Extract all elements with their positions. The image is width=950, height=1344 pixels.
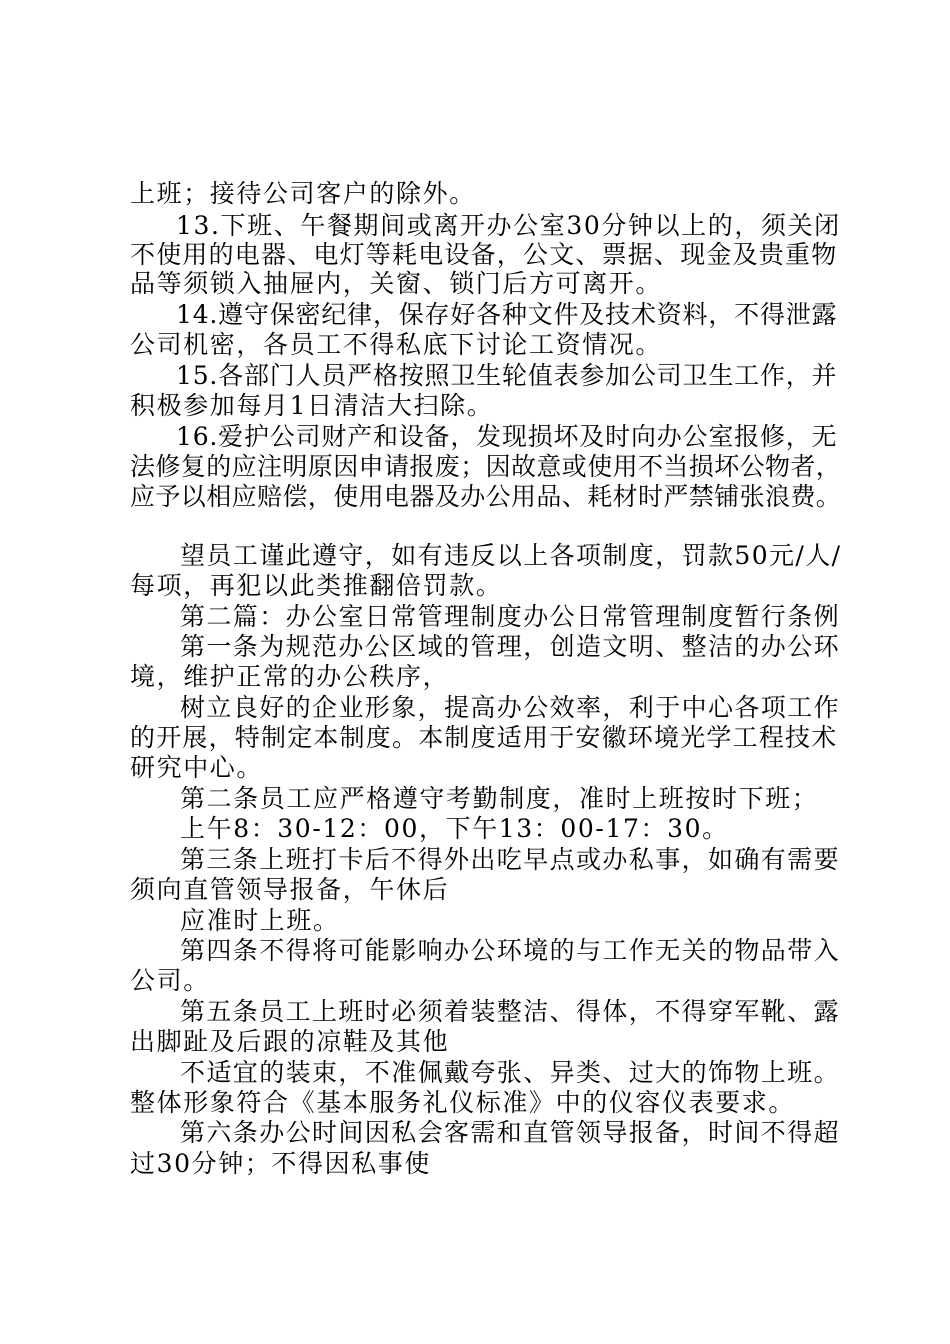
text-line: 整体形象符合《基本服务礼仪标准》中的仪容仪表要求。 (130, 1088, 796, 1117)
text-line: 研究中心。 (130, 753, 264, 782)
text-line: 第六条办公时间因私会客需和直管领导报备，时间不得超 (180, 1118, 841, 1147)
text-line: 15.各部门人员严格按照卫生轮值表参加公司卫生工作，并 (176, 361, 838, 390)
text-line: 第二条员工应严格遵守考勤制度，准时上班按时下班； (180, 784, 819, 813)
text-line: 不使用的电器、电灯等耗电设备，公文、票据、现金及贵重物 (130, 240, 838, 269)
text-line: 望员工谨此遵守，如有违反以上各项制度，罚款50元/人/ (180, 541, 842, 570)
text-line: 上班；接待公司客户的除外。 (130, 179, 476, 208)
text-line: 应予以相应赔偿，使用电器及办公用品、耗材时严禁铺张浪费。 (130, 482, 842, 511)
text-line: 公司。 (130, 966, 210, 995)
text-line: 第一条为规范办公区域的管理，创造文明、整洁的办公环 (180, 632, 841, 661)
text-line: 境，维护正常的办公秩序， (130, 662, 450, 691)
text-line: 公司机密，各员工不得私底下讨论工资情况。 (130, 330, 663, 359)
text-line: 每项，再犯以此类推翻倍罚款。 (130, 571, 503, 600)
text-line: 第五条员工上班时必须着装整洁、得体，不得穿军靴、露 (180, 997, 841, 1026)
text-line: 不适宜的装束，不准佩戴夸张、异类、过大的饰物上班。 (180, 1058, 841, 1087)
text-line: 出脚趾及后跟的凉鞋及其他 (130, 1027, 450, 1056)
text-line: 过30分钟；不得因私事使 (130, 1149, 432, 1178)
text-line: 的开展，特制定本制度。本制度适用于安徽环境光学工程技术 (130, 723, 838, 752)
text-line: 第三条上班打卡后不得外出吃早点或办私事，如确有需要 (180, 845, 841, 874)
text-line: 第四条不得将可能影响办公环境的与工作无关的物品带入 (180, 936, 841, 965)
text-line: 树立良好的企业形象，提高办公效率，利于中心各项工作 (180, 693, 841, 722)
text-line: 14.遵守保密纪律，保存好各种文件及技术资料，不得泄露 (176, 300, 838, 329)
text-line: 须向直管领导报备，午休后 (130, 875, 450, 904)
text-line: 13.下班、午餐期间或离开办公室30分钟以上的，须关闭 (176, 211, 841, 240)
text-line: 应准时上班。 (180, 906, 340, 935)
text-line: 积极参加每月1日清洁大扫除。 (130, 391, 494, 420)
text-line: 第二篇：办公室日常管理制度办公日常管理制度暂行条例 (180, 602, 841, 631)
text-line: 法修复的应注明原因申请报废；因故意或使用不当损坏公物者， (130, 452, 842, 481)
text-line: 16.爱护公司财产和设备，发现损坏及时向办公室报修，无 (176, 422, 838, 451)
text-line: 品等须锁入抽屉内，关窗、锁门后方可离开。 (130, 269, 663, 298)
text-line: 上午8：30-12：00，下午13：00-17：30。 (180, 814, 729, 843)
